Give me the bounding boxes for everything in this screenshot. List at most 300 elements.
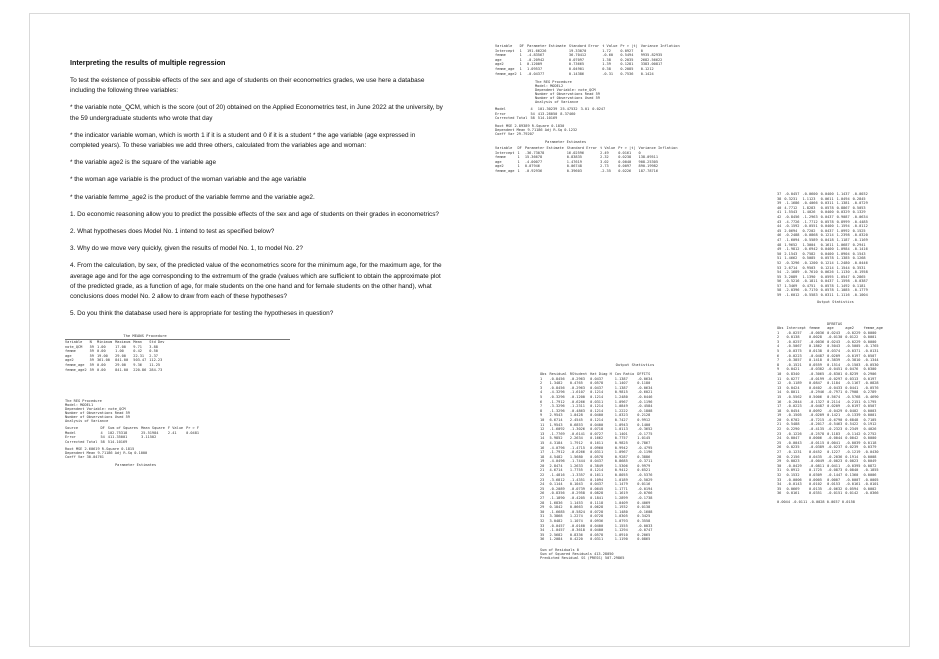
table-cell: 0.14386 <box>568 71 585 76</box>
table-cell: 1.1619 <box>614 491 628 496</box>
output-row <box>540 395 655 400</box>
table-cell: 54 <box>777 270 782 275</box>
table-cell: 1.1401 <box>614 431 628 436</box>
table-cell: -0.0387 <box>852 279 868 284</box>
reg-line: Dependent Variable: note_QCM <box>65 407 126 411</box>
table-cell: 5 <box>777 348 780 353</box>
table-cell: 34 <box>777 482 782 487</box>
table-cell: 102.75318 <box>107 430 128 435</box>
text-column <box>70 58 445 326</box>
table-cell: 14 <box>777 390 782 395</box>
table-cell: -0.0043 <box>786 440 802 445</box>
table-cell: -0.0101 <box>863 482 879 487</box>
table-cell: 1.1294 <box>614 528 628 533</box>
table-cell: 0.0437 <box>590 482 604 487</box>
table-cell: -0.2151 <box>845 399 861 404</box>
table-cell: 0.1094 <box>590 477 604 482</box>
table-cell: 0.9287 <box>614 454 628 459</box>
table-cell: 2.2634 <box>569 436 583 441</box>
column-header: Maximum <box>115 340 131 344</box>
table-cell: 0.7908 <box>845 390 859 395</box>
table-cell: -0.3618 <box>569 528 585 533</box>
table-cell: 59 <box>89 362 94 367</box>
column-header: Obs <box>540 372 547 376</box>
table-cell: 59 <box>89 349 94 354</box>
table-cell: -0.0194 <box>637 486 653 491</box>
table-cell: 59 <box>89 344 94 349</box>
table-cell: 0.0243 <box>827 330 841 335</box>
table-cell: -1.4351 <box>569 477 585 482</box>
table-cell: 1.0189 <box>614 477 628 482</box>
table-cell: -0.1738 <box>637 496 653 501</box>
table-cell: 0.0437 <box>590 385 604 390</box>
table-cell: 0.1184 <box>827 381 841 386</box>
table-cell: 2.0694 <box>784 228 798 233</box>
table-cell: 0.6848 <box>845 417 859 422</box>
reg-model2-block <box>495 44 683 174</box>
reg-line: Model: MODEL1 <box>65 403 94 407</box>
table-cell: 1.2274 <box>569 514 583 519</box>
reg-line: The REG Procedure <box>65 399 102 403</box>
column-header: t Value <box>602 44 618 48</box>
bullet-2: * the indicator variable woman, which is worth 1 if it is a student and 0 if it is a student * the age variable (age expressed in completed years). To these variables we add three others, calculated from the variables age and woman: <box>70 131 416 150</box>
table-cell: -0.5216 <box>784 279 800 284</box>
dfbetas-row <box>777 473 886 478</box>
table-cell: -0.0006 <box>786 477 802 482</box>
table-cell: 0.0001 <box>863 335 877 340</box>
table-cell: -0.1167 <box>845 381 861 386</box>
table-cell: -0.2946 <box>808 390 825 395</box>
table-cell: 0.1214 <box>820 265 834 270</box>
table-cell: -0.4690 <box>863 394 879 399</box>
table-cell: -0.1521 <box>786 362 802 367</box>
table-cell: femme_age <box>495 66 515 71</box>
column-header: Std Dev <box>149 340 165 344</box>
table-cell: 54 <box>530 111 535 116</box>
table-cell: 0.0311 <box>820 293 834 298</box>
table-cell: -1.4715 <box>569 445 585 450</box>
table-cell: 0.42 <box>133 349 142 354</box>
table-cell: 0.4765 <box>569 381 583 386</box>
fit-line: Root MSE 2.89389 R-Square 0.1830 <box>495 123 565 128</box>
table-cell: 1.1479 <box>614 482 628 487</box>
table-cell: 0.0727 <box>590 431 604 436</box>
table-cell: 19.33070 <box>568 48 587 53</box>
table-cell: 35 <box>777 486 782 491</box>
table-cell: 0.1214 <box>590 417 604 422</box>
table-cell: 57 <box>777 283 782 288</box>
table-cell: -0.0160 <box>569 523 585 528</box>
table-cell: -0.1231 <box>786 450 802 455</box>
table-cell: 13 <box>777 385 782 390</box>
table-cell: -1.7912 <box>549 450 565 455</box>
reg-line: Analysis of Variance <box>65 419 109 423</box>
table-cell: -0.1219 <box>845 450 861 455</box>
table-cell: 841.00 <box>115 358 129 363</box>
table-cell: 21 <box>540 468 545 473</box>
table-cell: 0.0960 <box>590 445 604 450</box>
table-cell: -4.0796 <box>549 445 565 450</box>
fit-line: Dependent Mean 9.71186 Adj R-Sq 0.1000 <box>65 451 148 456</box>
column-header: Variance Inflation <box>640 44 680 48</box>
means-row <box>65 368 167 373</box>
table-cell: 0.0454 <box>786 408 800 413</box>
table-cell: 1.5680 <box>569 454 583 459</box>
table-cell: 15 <box>777 394 782 399</box>
intro-paragraph: To test the existence of possible effects of the sex and age of students on their econometrics grades, we use here a database including the following three variables: <box>70 77 425 95</box>
table-cell: 29 <box>540 505 545 510</box>
table-cell: 0.0400 <box>820 251 834 256</box>
bullet-5: * the variable femme_age2 is the product of the variable femme and the variable age2. <box>70 193 315 201</box>
table-cell: 0.0595 <box>820 274 834 279</box>
table-cell: -0.2044 <box>786 399 802 404</box>
table-cell: 0.9412 <box>614 468 628 473</box>
table-cell: 841.00 <box>115 367 129 372</box>
table-cell: -0.5824 <box>569 509 585 514</box>
table-cell: -0.5463 <box>827 422 843 427</box>
table-cell: 0 <box>640 48 643 53</box>
table-cell: -0.0729 <box>852 201 868 206</box>
table-cell: 0.0001 <box>863 413 877 418</box>
table-cell: -0.60 <box>602 53 614 58</box>
table-cell: -0.1344 <box>863 358 879 363</box>
table-cell: -0.3810 <box>845 358 861 363</box>
column-header: N <box>89 340 92 344</box>
table-cell: 3 <box>777 339 780 344</box>
table-cell: 1.1074 <box>569 519 583 523</box>
table-cell: 25.47532 <box>560 107 578 112</box>
table-cell: 1.2633 <box>569 463 583 468</box>
table-cell: 0.1525 <box>852 228 866 233</box>
column-header: femme_age <box>863 326 883 330</box>
table-cell: 1.3482 <box>549 381 563 386</box>
table-cell: -1.7444 <box>569 459 585 464</box>
table-cell: 0.0135 <box>808 486 822 491</box>
table-cell: 0.3425 <box>637 514 651 519</box>
table-cell: 1.1594 <box>836 224 850 229</box>
table-cell: -0.1226 <box>786 431 802 436</box>
table-cell: -0.0131 <box>863 348 879 353</box>
table-cell: -1.0457 <box>549 528 565 533</box>
dfbetas-row <box>777 491 886 496</box>
table-cell: -0.0634 <box>637 376 653 381</box>
table-cell: 56 <box>777 279 782 284</box>
table-cell: femme <box>65 349 76 354</box>
column-header: Variance Inflation <box>638 145 678 150</box>
table-cell: 29.00 <box>115 353 126 358</box>
table-cell: 0.1329 <box>852 210 866 215</box>
table-cell: 44 <box>777 224 782 229</box>
table-cell: 0.0840 <box>845 468 859 473</box>
table-cell: 1 <box>517 168 520 173</box>
reg-line: Dependent Variable: note_QCM <box>535 88 596 93</box>
question-2: 2. What hypotheses does Model No. 1 intend to test as specified below? <box>70 228 275 236</box>
table-cell: 1.1385 <box>836 256 850 261</box>
table-cell: 0.7105 <box>863 417 877 422</box>
table-cell: -0.1200 <box>569 394 585 399</box>
table-cell: 1.1387 <box>614 385 628 390</box>
table-cell: 0.0437 <box>820 279 834 284</box>
table-cell: 0.3231 <box>784 196 798 201</box>
table-cell: 8 <box>777 362 780 367</box>
table-cell: 1.6836 <box>549 500 563 505</box>
table-cell: -0.0039 <box>845 440 861 445</box>
table-cell: 46 <box>777 233 782 238</box>
table-cell: 0.3558 <box>637 519 651 523</box>
table-cell: 0.9912 <box>637 417 651 422</box>
table-cell: -4.7726 <box>784 219 800 224</box>
table-cell: 0.7427 <box>614 417 628 422</box>
output-row <box>777 192 871 197</box>
table-cell: 0.38 <box>602 66 611 71</box>
table-cell: 0.1360 <box>845 473 859 477</box>
table-cell: -0.1004 <box>852 293 868 298</box>
table-cell: -0.0429 <box>827 408 843 413</box>
table-cell: -1.1890 <box>549 496 565 501</box>
table-cell: 9935.82935 <box>640 53 663 58</box>
table-cell: -0.1855 <box>863 468 879 473</box>
table-cell: -0.0739 <box>569 486 585 491</box>
table-cell: 1.1116 <box>836 293 850 298</box>
table-cell: -2.0396 <box>784 288 800 293</box>
column-header: Obs <box>777 326 784 330</box>
table-cell: 0.2085 <box>620 66 634 71</box>
table-cell: 0.2865 <box>852 274 866 279</box>
table-cell: 1.0904 <box>836 251 850 256</box>
table-cell: 0.1912 <box>863 422 877 427</box>
table-cell: 35 <box>540 532 545 537</box>
table-cell: -0.0237 <box>827 445 843 450</box>
table-cell: 15 <box>540 440 545 445</box>
table-cell: 0.0197 <box>863 376 877 381</box>
table-cell: 28 <box>777 454 782 459</box>
table-cell: -0.0033 <box>637 523 653 528</box>
table-cell: 0.1841 <box>590 496 604 501</box>
table-cell: 0.0400 <box>820 224 834 229</box>
table-cell: 5.9852 <box>549 436 563 441</box>
table-cell: 30 <box>540 509 545 514</box>
table-cell: -1.3357 <box>569 473 585 478</box>
column-header: Variable <box>65 340 83 344</box>
table-cell: 2.32 <box>600 155 609 160</box>
table-cell: 0.0847 <box>808 381 822 386</box>
table-cell: -0.1592 <box>784 224 800 229</box>
dfbetas-row <box>777 349 886 354</box>
table-cell: 0.0578 <box>590 532 604 537</box>
table-cell: 54 <box>100 435 105 440</box>
table-cell: 0.0663 <box>569 505 583 510</box>
table-cell: 18 <box>540 454 545 459</box>
table-cell: -1.4816 <box>549 473 565 478</box>
table-cell: 17 <box>540 450 545 455</box>
table-cell: -2.35 <box>600 168 611 173</box>
table-cell: -0.92936 <box>524 168 543 173</box>
table-cell: 0.6853 <box>569 422 583 427</box>
table-cell: 0.0042 <box>845 436 859 441</box>
table-cell: 2.73 <box>600 164 609 169</box>
bullet-3: * the variable age2 is the square of the variable age <box>70 159 217 167</box>
table-cell: 2.9543 <box>549 413 563 418</box>
table-cell: -0.3296 <box>784 260 800 265</box>
table-cell: 1.0428 <box>569 413 583 418</box>
table-cell: 0.1862 <box>808 344 822 349</box>
table-cell: -0.0112 <box>852 224 868 229</box>
document-title: Interpreting the results of multiple regression <box>70 58 226 67</box>
table-cell: 0.1180 <box>637 381 651 386</box>
table-cell: 0.0578 <box>820 256 834 261</box>
table-cell: 25 <box>540 486 545 491</box>
table-cell: 0.73665 <box>568 62 585 67</box>
table-cell: 59 <box>89 353 94 358</box>
table-cell: 0.1281 <box>620 62 634 67</box>
table-cell: 0.0402 <box>808 385 822 390</box>
table-cell: 0.1043 <box>569 482 583 487</box>
reg-line: Model: MODEL2 <box>535 84 564 89</box>
fit-line: Root MSE 2.60619 R-Square 0.1815 <box>65 447 135 452</box>
output-row <box>540 441 655 446</box>
table-cell: 0.0400 <box>590 422 604 427</box>
table-cell: 0.7202 <box>802 228 816 233</box>
reg-line: Analysis of Variance <box>535 100 579 105</box>
table-cell: 42 <box>777 214 782 219</box>
table-cell: 2.6714 <box>784 265 798 270</box>
table-cell: 45 <box>777 228 782 233</box>
table-cell: 1.39 <box>602 62 611 67</box>
table-cell: 0.8340 <box>786 371 800 376</box>
table-cell: 29.00 <box>115 362 126 367</box>
estimate-row <box>495 72 683 77</box>
dfbetas-row <box>777 395 886 400</box>
table-cell: 0.1424 <box>640 71 654 76</box>
table-cell: -1.7769 <box>549 431 565 436</box>
table-cell: 1.1932 <box>614 505 628 510</box>
table-cell: -0.5562 <box>786 394 802 399</box>
table-cell: 58 <box>530 116 535 121</box>
question-5: 5. Do you think the database used here is appropriate for testing the hypotheses in question? <box>70 310 334 318</box>
table-cell: 24 <box>777 436 782 441</box>
table-cell: -1.3296 <box>549 408 565 413</box>
table-cell: 0.0311 <box>590 537 604 542</box>
output-row <box>777 293 871 298</box>
table-cell: 3383.00817 <box>640 62 663 67</box>
table-cell: -0.1416 <box>852 247 868 252</box>
table-cell: -0.1608 <box>637 509 653 514</box>
reg-top-pe-caption: Parameter Estimates <box>545 139 587 144</box>
table-cell: 503.47 <box>133 358 147 363</box>
table-cell: -0.1765 <box>863 344 879 349</box>
table-cell: age <box>495 159 502 164</box>
table-cell: -0.0457 <box>784 192 800 196</box>
table-cell: -1.2311 <box>569 404 585 409</box>
table-cell: -0.1447 <box>827 473 843 477</box>
table-cell: 0.1421 <box>827 413 841 418</box>
dfbetas-row <box>777 404 886 409</box>
column-header: age2 <box>845 326 854 330</box>
table-cell: 0.0669 <box>786 486 800 491</box>
table-cell: 48 <box>777 242 782 247</box>
table-cell: -0.4795 <box>637 445 653 450</box>
table-cell: 0 <box>638 150 641 155</box>
table-cell: 0.0118 <box>863 440 877 445</box>
table-cell: 1.1555 <box>614 523 628 528</box>
table-cell: 1.9652 <box>784 242 798 247</box>
estimate-row <box>495 169 680 174</box>
table-cell: 0.8011 <box>786 390 800 395</box>
table-cell: -0.1189 <box>786 381 802 386</box>
table-cell: 0.0578 <box>590 454 604 459</box>
table-cell: 0.6702 <box>786 417 800 422</box>
table-cell: 53 <box>777 265 782 270</box>
means-row <box>65 363 167 368</box>
table-cell: -0.0044 <box>827 436 843 441</box>
table-cell: 27 <box>540 496 545 501</box>
reg-model1-block <box>65 399 202 467</box>
table-header-row <box>495 44 683 49</box>
table-cell: 1.5543 <box>784 210 798 215</box>
table-cell: 2.4545 <box>569 417 583 422</box>
table-cell: Corrected Total <box>65 439 98 444</box>
table-cell: 0.50 <box>149 349 158 354</box>
table-cell: 1.72 <box>602 48 611 53</box>
reg-line: Number of Observations Used 59 <box>65 415 130 419</box>
table-cell: 1 <box>517 159 520 164</box>
table-cell: 0.2789 <box>863 390 877 395</box>
table-cell: 1.09537 <box>526 66 543 71</box>
table-cell: -0.0868 <box>802 233 818 238</box>
table-cell: 8 <box>540 408 543 413</box>
table-cell: 0.0628 <box>590 505 604 510</box>
bullet-4: * the woman age variable is the product of the woman variable and the age variable <box>70 176 307 184</box>
table-cell: -0.04377 <box>526 71 545 76</box>
table-cell: 19 <box>540 459 545 464</box>
table-cell: 0.0400 <box>820 192 834 196</box>
table-cell: -4.00077 <box>524 159 543 164</box>
table-cell: 0.0313 <box>845 376 859 381</box>
table-cell: -0.1503 <box>845 362 861 367</box>
table-cell: 0.0040 <box>618 159 632 164</box>
table-cell: -0.1505 <box>786 413 802 418</box>
table-cell: 0.3531 <box>852 265 866 270</box>
table-cell: 0.0400 <box>820 210 834 215</box>
table-cell: 1.4662 <box>784 256 798 261</box>
reg-line: The REG Procedure <box>535 80 572 85</box>
table-cell: 1.0984 <box>836 247 850 252</box>
table-cell: 2 <box>540 381 543 386</box>
table-cell: 52 <box>777 260 782 265</box>
table-cell: 2.5682 <box>549 532 563 537</box>
table-cell: 0.0142 <box>845 491 859 496</box>
table-cell: -36.73078 <box>524 150 545 155</box>
table-cell: 4 <box>100 430 103 435</box>
table-cell: -0.6141 <box>569 431 585 436</box>
table-cell: 0.0441 <box>845 385 859 390</box>
table-cell: 0.5006 <box>808 394 822 399</box>
table-cell: 12 <box>777 381 782 386</box>
table-cell: 0.1118 <box>590 500 604 505</box>
table-cell: 0.0481 <box>186 430 200 435</box>
table-cell: 0.0351 <box>808 491 822 496</box>
table-cell: 0.5494 <box>620 53 634 58</box>
table-cell: -0.4066 <box>802 201 818 206</box>
table-cell: 0.3886 <box>637 454 651 459</box>
table-cell: 47 <box>777 237 782 242</box>
table-cell: 1.0967 <box>614 450 628 455</box>
table-cell: 1.1771 <box>614 486 628 491</box>
table-cell: 0.0239 <box>845 445 859 450</box>
table-cell: 9 <box>540 413 543 418</box>
table-cell: 0.0023 <box>845 459 859 464</box>
table-cell: -0.1196 <box>637 450 653 455</box>
